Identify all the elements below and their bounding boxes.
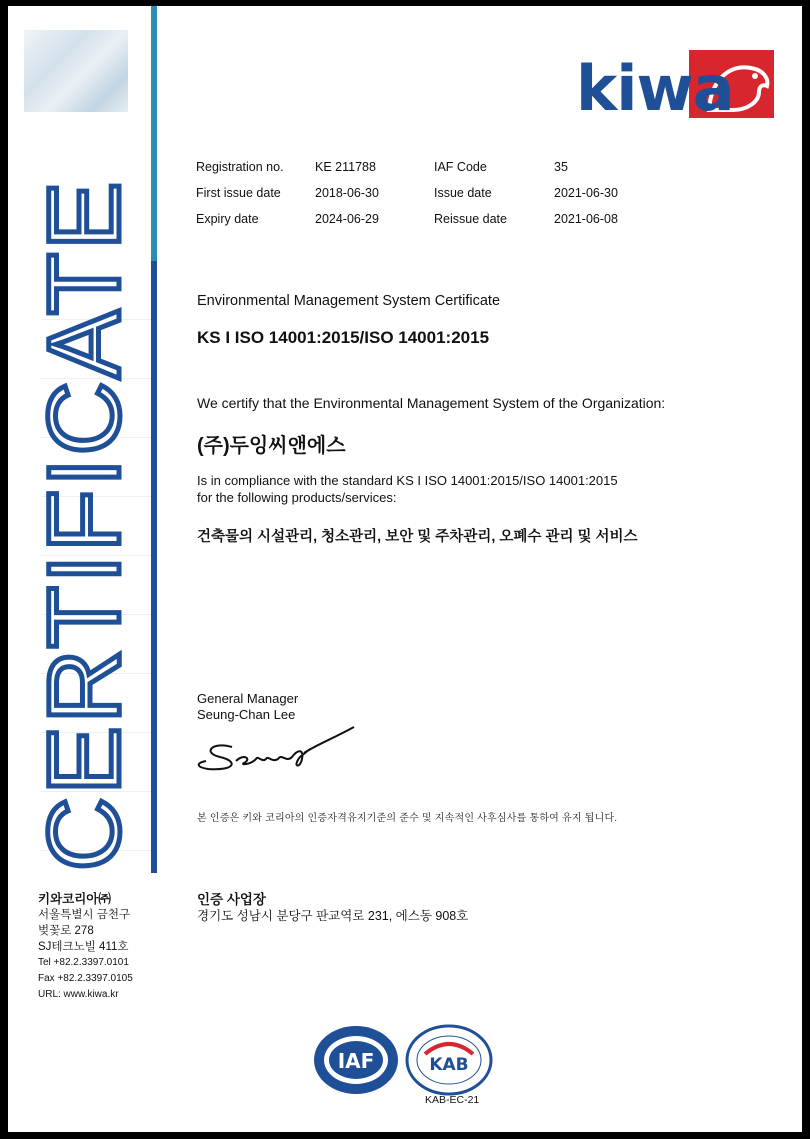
signature-image [192,719,362,779]
issue-date-label: Issue date [434,186,492,200]
iaf-code-value: 35 [554,160,568,174]
issuer-address-3: SJ테크노빌 411호 [38,941,129,953]
issuer-name: 키와코리아㈜ [38,892,111,906]
issuer-address-2: 벚꽃로 278 [38,925,94,937]
certified-site-block [197,891,468,925]
kab-seal-text: KAB [429,1055,469,1075]
logo-text: kiwa [576,52,734,125]
issue-date-value: 2021-06-30 [554,186,618,200]
reissue-date-label: Reissue date [434,212,507,226]
issuer-url[interactable]: URL: www.kiwa.kr [38,989,119,1000]
kiwa-logo [576,50,774,125]
signatory-role: General Manager [197,691,299,706]
signatory-name: Seung-Chan Lee [197,707,296,722]
maintenance-note: 본 인증은 키와 코리아의 인증자격유지기준의 준수 및 지속적인 사후심사를 통하여 유지 됩니다. [197,813,618,824]
registration-label: Registration no. [196,160,284,174]
iaf-seal-icon [312,1024,400,1096]
issuer-fax: Fax +82.2.3397.0105 [38,973,133,984]
kab-accreditation-code: KAB-EC-21 [425,1094,480,1106]
compliance-line-1: Is in compliance with the standard KS I ISO 14001:2015/ISO 14001:2015 [197,473,618,488]
certificate-standard: KS I ISO 14001:2015/ISO 14001:2015 [197,328,490,347]
expiry-date-label: Expiry date [196,212,259,226]
first-issue-label: First issue date [196,186,281,200]
certificate-page [8,6,802,1132]
teal-divider [151,6,157,266]
expiry-date-value: 2024-06-29 [315,212,379,226]
reissue-date-value: 2021-06-08 [554,212,618,226]
first-issue-value: 2018-06-30 [315,186,379,200]
registration-value: KE 211788 [315,160,376,174]
iaf-code-label: IAF Code [434,160,487,174]
site-address: 경기도 성남시 분당구 판교역로 231, 에스동 908호 [197,909,469,923]
blue-divider [151,261,157,873]
organization-name: (주)두잉씨앤에스 [197,435,346,457]
iaf-seal-text: IAF [337,1049,375,1073]
certificate-title: Environmental Management System Certificate [197,293,501,309]
site-label: 인증 사업장 [197,892,266,907]
certification-scope: 건축물의 시설관리, 청소관리, 보안 및 주차관리, 오폐수 관리 및 서비스 [197,529,638,545]
decorative-photo [24,30,128,112]
vertical-certificate-title: CERTIFICATE [27,178,141,871]
certify-statement: We certify that the Environmental Management System of the Organization: [197,395,666,411]
compliance-line-2: for the following products/services: [197,490,397,505]
issuer-address-1: 서울특별시 금천구 [38,909,131,921]
issuer-tel: Tel +82.2.3397.0101 [38,957,129,968]
kab-seal-icon [405,1024,493,1096]
issuer-address-block [38,891,133,1003]
